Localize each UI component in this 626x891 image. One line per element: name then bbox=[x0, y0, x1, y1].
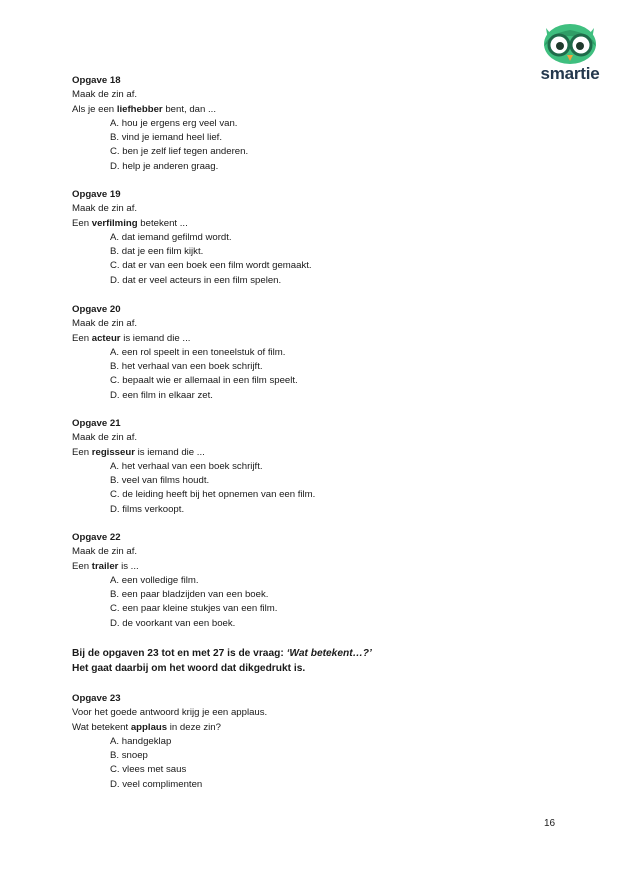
option-d: D. een film in elkaar zet. bbox=[110, 389, 213, 401]
option-b: B. snoep bbox=[110, 750, 148, 762]
page-number: 16 bbox=[544, 818, 556, 829]
question-instruction: Maak de zin af. bbox=[72, 203, 138, 215]
option-b: B. vind je iemand heel lief. bbox=[110, 132, 222, 144]
option-a: A. een rol speelt in een toneelstuk of film. bbox=[110, 346, 286, 358]
question-sentence: Voor het goede antwoord krijg je een applaus. bbox=[72, 707, 268, 719]
question-stem: Een regisseur is iemand die ... bbox=[72, 446, 205, 458]
key-word: liefhebber bbox=[116, 103, 163, 115]
intro-line-2: Het gaat daarbij om het woord dat dikgedrukt is. bbox=[72, 663, 306, 674]
logo-wordmark: smartie bbox=[540, 64, 600, 83]
question-18 bbox=[72, 74, 248, 174]
option-a: A. handgeklap bbox=[110, 735, 172, 747]
question-title: Opgave 21 bbox=[72, 418, 121, 429]
question-title: Opgave 20 bbox=[72, 304, 121, 315]
option-b: B. een paar bladzijden van een boek. bbox=[110, 589, 269, 601]
question-stem: Een verfilming betekent ... bbox=[72, 217, 188, 229]
option-d: D. help je anderen graag. bbox=[110, 160, 219, 172]
question-title: Opgave 18 bbox=[72, 75, 121, 86]
option-d: D. films verkoopt. bbox=[110, 503, 185, 515]
section-intro bbox=[72, 646, 372, 676]
option-d: D. de voorkant van een boek. bbox=[110, 617, 236, 629]
option-c: C. een paar kleine stukjes van een film. bbox=[110, 603, 278, 615]
option-c: C. bepaalt wie er allemaal in een film speelt. bbox=[110, 375, 298, 387]
option-c: C. vlees met saus bbox=[110, 764, 187, 776]
question-stem: Wat betekent applaus in deze zin? bbox=[72, 721, 221, 733]
option-a: A. dat iemand gefilmd wordt. bbox=[110, 231, 232, 243]
question-instruction: Maak de zin af. bbox=[72, 546, 138, 558]
question-stem: Als je een liefhebber bent, dan ... bbox=[72, 103, 217, 115]
option-a: A. een volledige film. bbox=[110, 574, 199, 586]
question-22 bbox=[72, 531, 277, 631]
question-23 bbox=[72, 692, 267, 792]
question-stem: Een trailer is ... bbox=[72, 560, 139, 572]
question-instruction: Maak de zin af. bbox=[72, 432, 138, 444]
option-b: B. het verhaal van een boek schrijft. bbox=[110, 361, 263, 373]
option-c: C. ben je zelf lief tegen anderen. bbox=[110, 146, 249, 158]
option-d: D. veel complimenten bbox=[110, 778, 203, 790]
question-21 bbox=[72, 417, 315, 517]
question-19 bbox=[72, 188, 312, 288]
question-title: Opgave 22 bbox=[72, 532, 121, 543]
key-word: applaus bbox=[130, 721, 168, 733]
intro-line-1: Bij de opgaven 23 tot en met 27 is de vraag: ‘Wat betekent…?’ bbox=[72, 648, 372, 659]
question-instruction: Maak de zin af. bbox=[72, 318, 138, 330]
key-word: acteur bbox=[91, 332, 121, 344]
option-a: A. hou je ergens erg veel van. bbox=[110, 117, 238, 129]
question-instruction: Maak de zin af. bbox=[72, 89, 138, 101]
question-title: Opgave 19 bbox=[72, 189, 121, 200]
option-a: A. het verhaal van een boek schrijft. bbox=[110, 460, 263, 472]
question-stem: Een acteur is iemand die ... bbox=[72, 332, 191, 344]
option-b: B. dat je een film kijkt. bbox=[110, 246, 204, 258]
option-d: D. dat er veel acteurs in een film spelen. bbox=[110, 274, 282, 286]
option-c: C. dat er van een boek een film wordt gemaakt. bbox=[110, 260, 312, 272]
question-title: Opgave 23 bbox=[72, 693, 121, 704]
option-b: B. veel van films houdt. bbox=[110, 475, 210, 487]
question-20 bbox=[72, 303, 298, 403]
key-word: regisseur bbox=[91, 446, 135, 458]
key-word: trailer bbox=[91, 560, 119, 572]
option-c: C. de leiding heeft bij het opnemen van een film. bbox=[110, 489, 316, 501]
key-word: verfilming bbox=[91, 217, 138, 229]
